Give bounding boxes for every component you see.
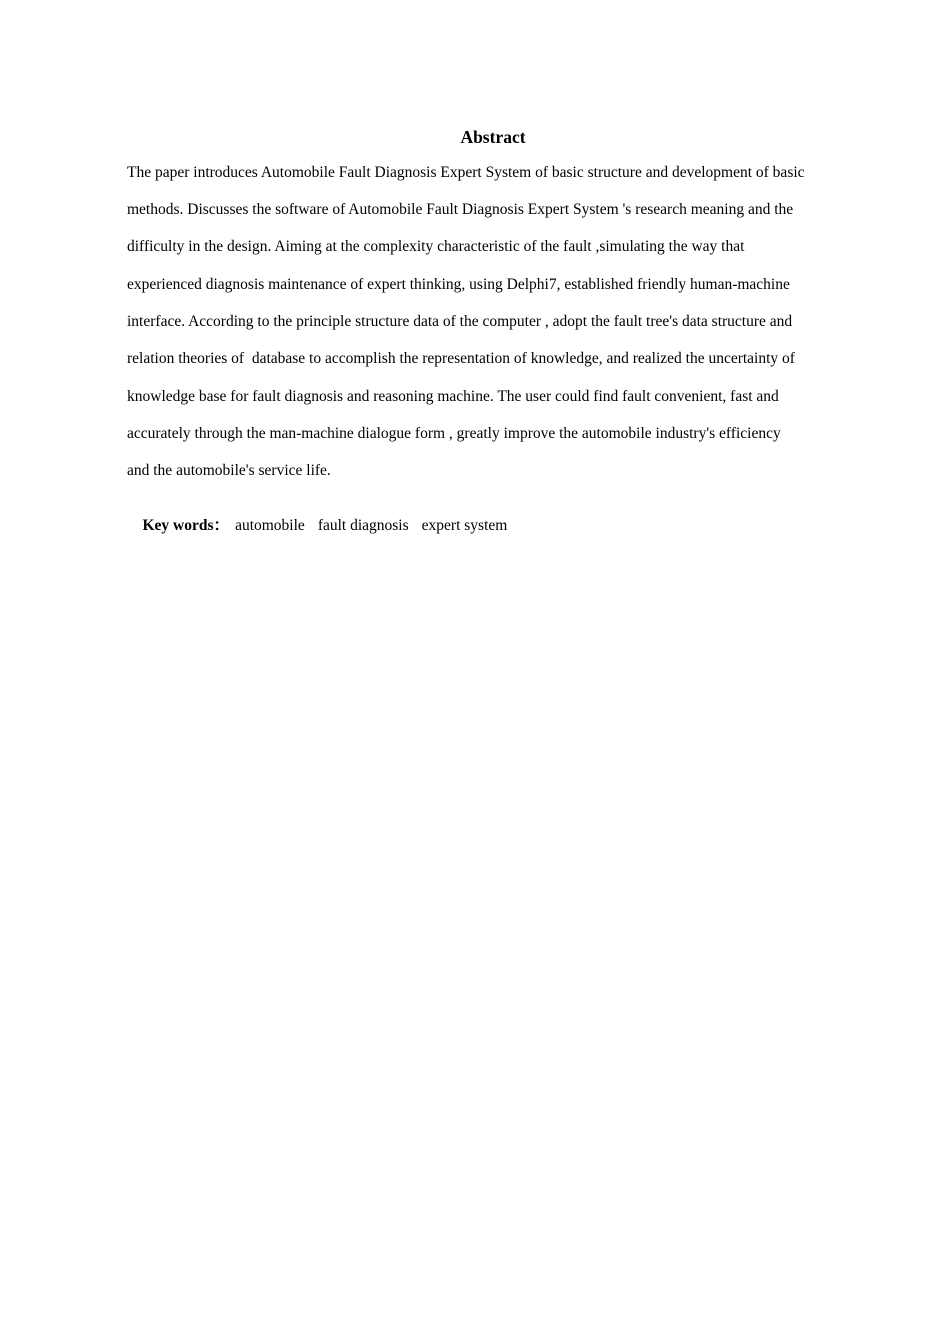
keyword-item: automobile: [235, 517, 305, 534]
abstract-line-1: The paper introduces Automobile Fault Diagnosis Expert System of basic structure and development of basic: [127, 164, 805, 181]
abstract-line-2: methods. Discusses the software of Automobile Fault Diagnosis Expert System 's research meaning and the: [127, 201, 794, 218]
abstract-line-9: and the automobile's service life.: [127, 462, 331, 479]
abstract-line-3: difficulty in the design. Aiming at the complexity characteristic of the fault ,simulating the way that: [127, 238, 745, 255]
abstract-line-4: experienced diagnosis maintenance of expert thinking, using Delphi7, established friendly human-machine: [127, 276, 790, 293]
abstract-line-6: relation theories of database to accomplish the representation of knowledge, and realized the uncertainty of: [127, 350, 795, 367]
keywords-separator: ：: [213, 517, 230, 534]
keywords-label: Key words: [142, 517, 214, 534]
abstract-line-8: accurately through the man-machine dialogue form , greatly improve the automobile industry's efficiency: [127, 425, 781, 442]
keywords-line: [127, 496, 520, 556]
keyword-item: expert system: [421, 517, 508, 534]
abstract-title: Abstract: [460, 127, 526, 147]
abstract-line-5: interface. According to the principle structure data of the computer , adopt the fault tree's data structure and: [127, 313, 793, 330]
abstract-line-7: knowledge base for fault diagnosis and reasoning machine. The user could find fault convenient, fast and: [127, 388, 779, 405]
keyword-item: fault diagnosis: [317, 517, 409, 534]
